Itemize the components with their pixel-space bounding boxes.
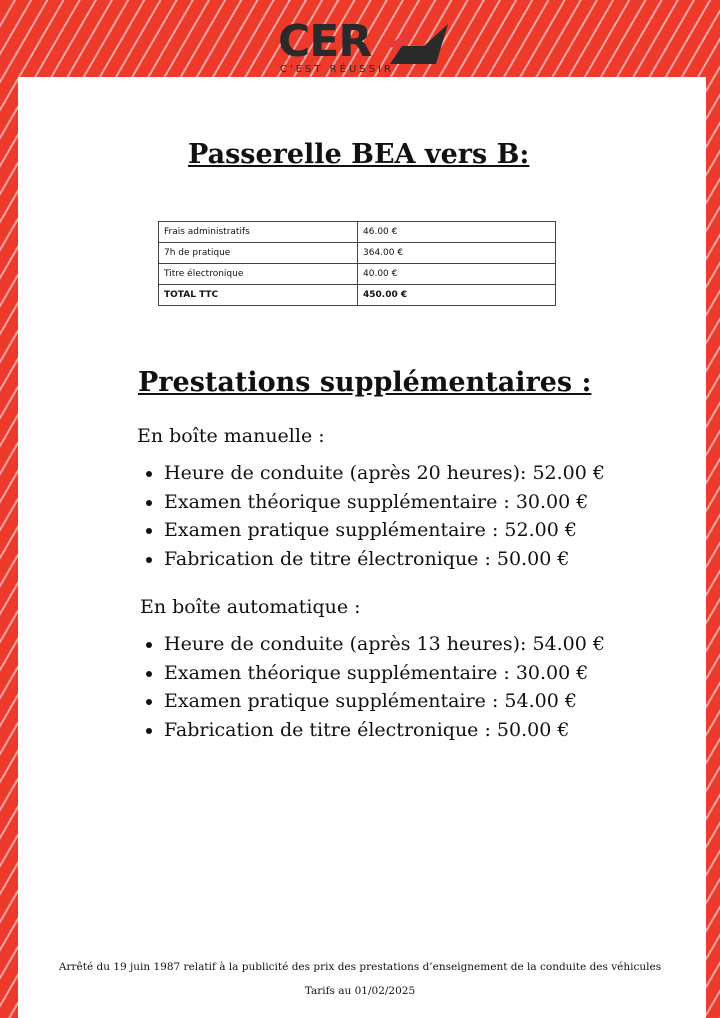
fee-value: 364.00 € <box>358 243 556 264</box>
list-item: • Fabrication de titre électronique : 50.00 € <box>164 716 605 745</box>
list-item: • Examen théorique supplémentaire : 30.00 € <box>164 488 605 517</box>
extras-title: Prestations supplémentaires : <box>138 367 592 398</box>
table-row <box>159 243 556 264</box>
total-row <box>159 285 556 306</box>
list-item: • Heure de conduite (après 13 heures): 54.00 € <box>164 630 605 659</box>
list-item: • Examen pratique supplémentaire : 52.00 € <box>164 516 605 545</box>
automatic-list <box>138 630 605 744</box>
legal-notice: Arrêté du 19 juin 1987 relatif à la publicité des prix des prestations d’enseignement de la conduite des véhicules <box>58 961 662 973</box>
fee-label: Frais administratifs <box>159 222 358 243</box>
header <box>0 0 720 78</box>
fee-value: 40.00 € <box>358 264 556 285</box>
page-title: Passerelle BEA vers B: <box>188 139 530 170</box>
manual-heading: En boîte manuelle : <box>137 425 325 447</box>
cer-logo <box>278 16 448 78</box>
list-item: • Fabrication de titre électronique : 50.00 € <box>164 545 605 574</box>
total-value: 450.00 € <box>358 285 556 306</box>
list-item: • Heure de conduite (après 20 heures): 52.00 € <box>164 459 605 488</box>
manual-list <box>138 459 605 573</box>
tariff-date: Tarifs au 01/02/2025 <box>304 985 416 997</box>
total-label: TOTAL TTC <box>159 285 358 306</box>
table-row <box>159 222 556 243</box>
price-sheet <box>18 77 706 1018</box>
table-row <box>159 264 556 285</box>
list-item: • Examen théorique supplémentaire : 30.00 € <box>164 659 605 688</box>
logo-flag-icon <box>384 24 448 64</box>
automatic-heading: En boîte automatique : <box>140 596 361 618</box>
list-item: • Examen pratique supplémentaire : 54.00 € <box>164 687 605 716</box>
logo-tagline: C'EST RÉUSSIR <box>280 64 394 75</box>
logo-wordmark: CER <box>278 16 372 67</box>
fee-label: Titre électronique <box>159 264 358 285</box>
fees-table <box>158 221 556 306</box>
fee-value: 46.00 € <box>358 222 556 243</box>
fee-label: 7h de pratique <box>159 243 358 264</box>
